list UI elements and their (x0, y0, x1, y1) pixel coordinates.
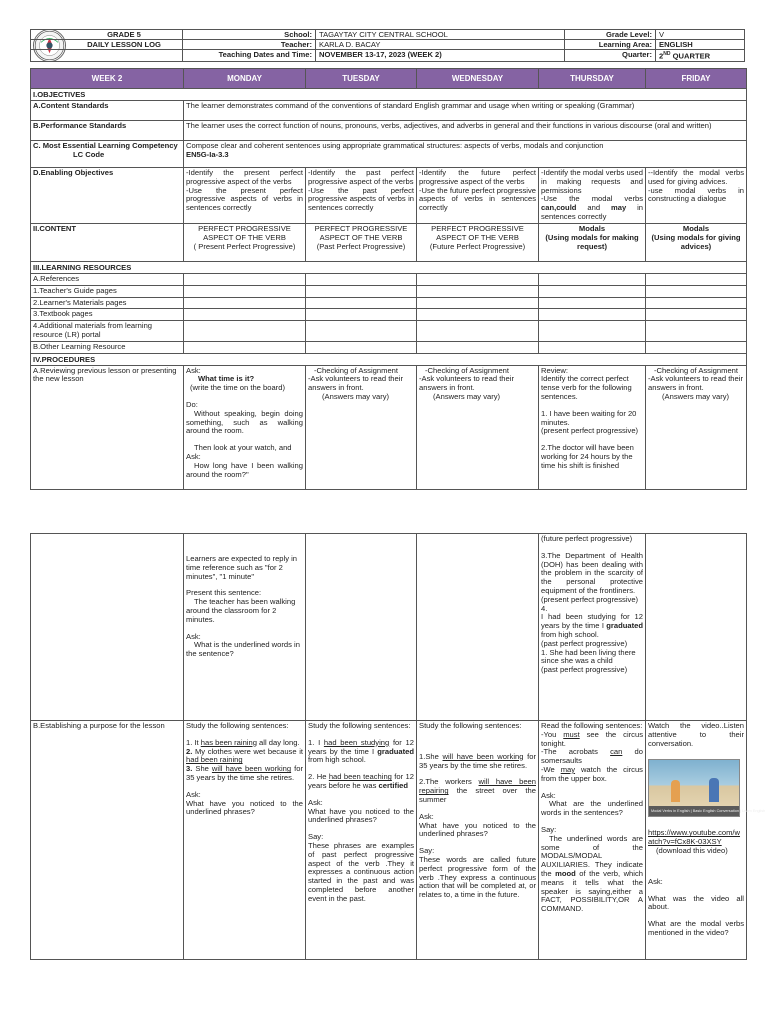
col-friday: FRIDAY (646, 69, 747, 89)
reviewing-thursday: Review: Identify the correct perfect tense verb for the following sentences. 1. I have been waiting for 20 minutes. (present perfect progressive) 2.The doctor will have been working for 24 hours by the time his shift is finished (539, 365, 646, 489)
enabling-wednesday: -Identify the future perfect progressive aspect of the verbs -Use the future perfect progressive aspects of verbs in sentences correctly (417, 168, 539, 224)
dates-value: NOVEMBER 13-17, 2023 (WEEK 2) (316, 50, 565, 62)
purpose-wednesday: Study the following sentences: 1.She will have been working for 35 years by the time she retires. 2.The workers will have been repairing the street over the summer Ask: What have you noticed to the underlined phrases? Say: These words are called future perfect progressive form of the verb .They express a continuous action that will be completed at, or relates to, a time in the future. (417, 721, 539, 960)
establishing-purpose-label: B.Establishing a purpose for the lesson (31, 721, 184, 960)
col-thursday: THURSDAY (539, 69, 646, 89)
header-table (30, 29, 745, 62)
content-wednesday: PERFECT PROGRESSIVE ASPECT OF THE VERB (Future Perfect Progressive) (417, 224, 539, 262)
enabling-tuesday: -Identify the past perfect progressive aspect of the verbs -Use the past perfect progressive aspects of verbs in sentences correctly (306, 168, 417, 224)
section-procedures: IV.PROCEDURES (31, 353, 747, 365)
content-tuesday: PERFECT PROGRESSIVE ASPECT OF THE VERB (Past Perfect Progressive) (306, 224, 417, 262)
enabling-friday: --Identify the modal verbs used for giving advices. -use modal verbs in constructing a dialogue (646, 168, 747, 224)
purpose-monday: Study the following sentences: 1. It has been raining all day long. 2. My clothes were wet because it had been raining 3. She will have been working for 35 years by the time she retires. Ask: What have you noticed to the underlined phrases? (184, 721, 306, 960)
reviewing-thursday-cont: (future perfect progressive) 3.The Department of Health (DOH) has been dealing with the problem in the scarcity of the personal protective equipment of the frontliners. (present perfect progressive) 4. I had been studying for 12 years by the time I graduated from high school. (past perfect progressive) 1. She had been living there since she was a child (past perfect progressive) (539, 534, 646, 721)
youtube-link[interactable]: https://www.youtube.com/watch?v=fCx8K-03XSY (648, 828, 741, 847)
col-tuesday: TUESDAY (306, 69, 417, 89)
performance-standards-label: B.Performance Standards (31, 121, 184, 141)
col-week: WEEK 2 (31, 69, 184, 89)
melc-text: Compose clear and coherent sentences using appropriate grammatical structures: aspects of verbs, modals and conjunction EN5G-Ia-3.3 (184, 141, 747, 168)
dates-label: Teaching Dates and Time: (183, 50, 316, 62)
content-label: II.CONTENT (31, 224, 184, 262)
purpose-thursday: Read the following sentences: -You must see the circus tonight. -The acrobats can do somersaults -We may watch the circus from the upper box. Ask: What are the underlined words in the sentences? Say: The underlined words are some of the MODALS/MODAL AUXILIARIES. They indicate the mood of the verb, which means it tells what the speaker is saying,either a FACT, POSSIBILITY,OR A COMMAND. (539, 721, 646, 960)
area-value: ENGLISH (656, 40, 745, 50)
reviewing-friday: -Checking of Assignment -Ask volunteers to read their answers in front. (Answers may vary) (646, 365, 747, 489)
performance-standards-text: The learner uses the correct function of nouns, pronouns, verbs, adjectives, and adverbs in general and their functions in various discourse (oral and written) (184, 121, 747, 141)
col-wednesday: WEDNESDAY (417, 69, 539, 89)
enabling-objectives-label: D.Enabling Objectives (31, 168, 184, 224)
video-thumbnail[interactable]: Modal Verbs in English | Basic English Conversation | Learn English (648, 759, 740, 817)
content-standards-label: A.Content Standards (31, 101, 184, 121)
melc-label: C. Most Essential Learning Competency LC Code (31, 141, 184, 168)
enabling-monday: -Identify the present perfect progressive aspect of the verbs -Use the present perfect progressive aspects of verbs in sentences correctly (184, 168, 306, 224)
school-value: TAGAYTAY CITY CENTRAL SCHOOL (316, 30, 565, 40)
col-monday: MONDAY (184, 69, 306, 89)
grade-level-value: V (656, 30, 745, 40)
section-learning-resources: III.LEARNING RESOURCES (31, 262, 747, 274)
grade-level-label: Grade Level: (565, 30, 656, 40)
reviewing-tuesday: -Checking of Assignment -Ask volunteers to read their answers in front. (Answers may vary) (306, 365, 417, 489)
school-label: School: (183, 30, 316, 40)
resource-row: 2.Learner's Materials pages (31, 297, 184, 309)
quarter-label: Quarter: (565, 50, 656, 62)
reviewing-label: A.Reviewing previous lesson or presenting the new lesson (31, 365, 184, 489)
quarter-value: 2ND QUARTER (656, 50, 745, 62)
teacher-value: KARLA D. BACAY (316, 40, 565, 50)
purpose-friday: Watch the video..Listen attentive to their conversation. Modal Verbs in English | Basic English Conversation | Learn English https://www.youtube.com/watch?v=fCx8K-03XSY (download this video) Ask: What was the video all about. What are the modal verbs mentioned in the video? (646, 721, 747, 960)
content-thursday: Modals (Using modals for making request) (539, 224, 646, 262)
lesson-table-page2 (30, 533, 766, 960)
resource-row: 1.Teacher's Guide pages (31, 285, 184, 297)
lesson-table-page1 (30, 68, 747, 490)
resource-row: A.References (31, 274, 184, 286)
resource-row: 4.Additional materials from learning resource (LR) portal (31, 321, 184, 342)
reviewing-monday: Ask: What time is it? (write the time on the board) Do: Without speaking, begin doing something, such as walking around the room. Then look at your watch, and Ask: How long have I been walking around the room?" (184, 365, 306, 489)
content-monday: PERFECT PROGRESSIVE ASPECT OF THE VERB ( Present Perfect Progressive) (184, 224, 306, 262)
doc-title: DAILY LESSON LOG (31, 40, 183, 50)
content-standards-text: The learner demonstrates command of the conventions of standard English grammar and usage when writing or speaking (Grammar) (184, 101, 747, 121)
resource-row: 3.Textbook pages (31, 309, 184, 321)
content-friday: Modals (Using modals for giving advices) (646, 224, 747, 262)
enabling-thursday: -Identify the modal verbs used in making requests and permissions -Use the modal verbs can,could and may in sentences correctly (539, 168, 646, 224)
area-label: Learning Area: (565, 40, 656, 50)
grade-heading: GRADE 5 (31, 30, 183, 40)
teacher-label: Teacher: (183, 40, 316, 50)
resource-row: B.Other Learning Resource (31, 341, 184, 353)
reviewing-monday-cont: Learners are expected to reply in time reference such as "for 2 minutes", "1 minute" Present this sentence: The teacher has been walking around the classroom for 2 minutes. Ask: What is the underlined words in the sentence? (184, 534, 306, 721)
purpose-tuesday: Study the following sentences: 1. I had been studying for 12 years by the time I graduated from high school. 2. He had been teaching for 12 years before he was certified Ask: What have you noticed to the underlined phrases? Say: These phrases are examples of past perfect progressive aspect of the verb .They it expresses a continuous action started in the past and was completed before another event in the past. (306, 721, 417, 960)
reviewing-wednesday: -Checking of Assignment -Ask volunteers to read their answers in front. (Answers may vary) (417, 365, 539, 489)
section-objectives: I.OBJECTIVES (31, 89, 747, 101)
